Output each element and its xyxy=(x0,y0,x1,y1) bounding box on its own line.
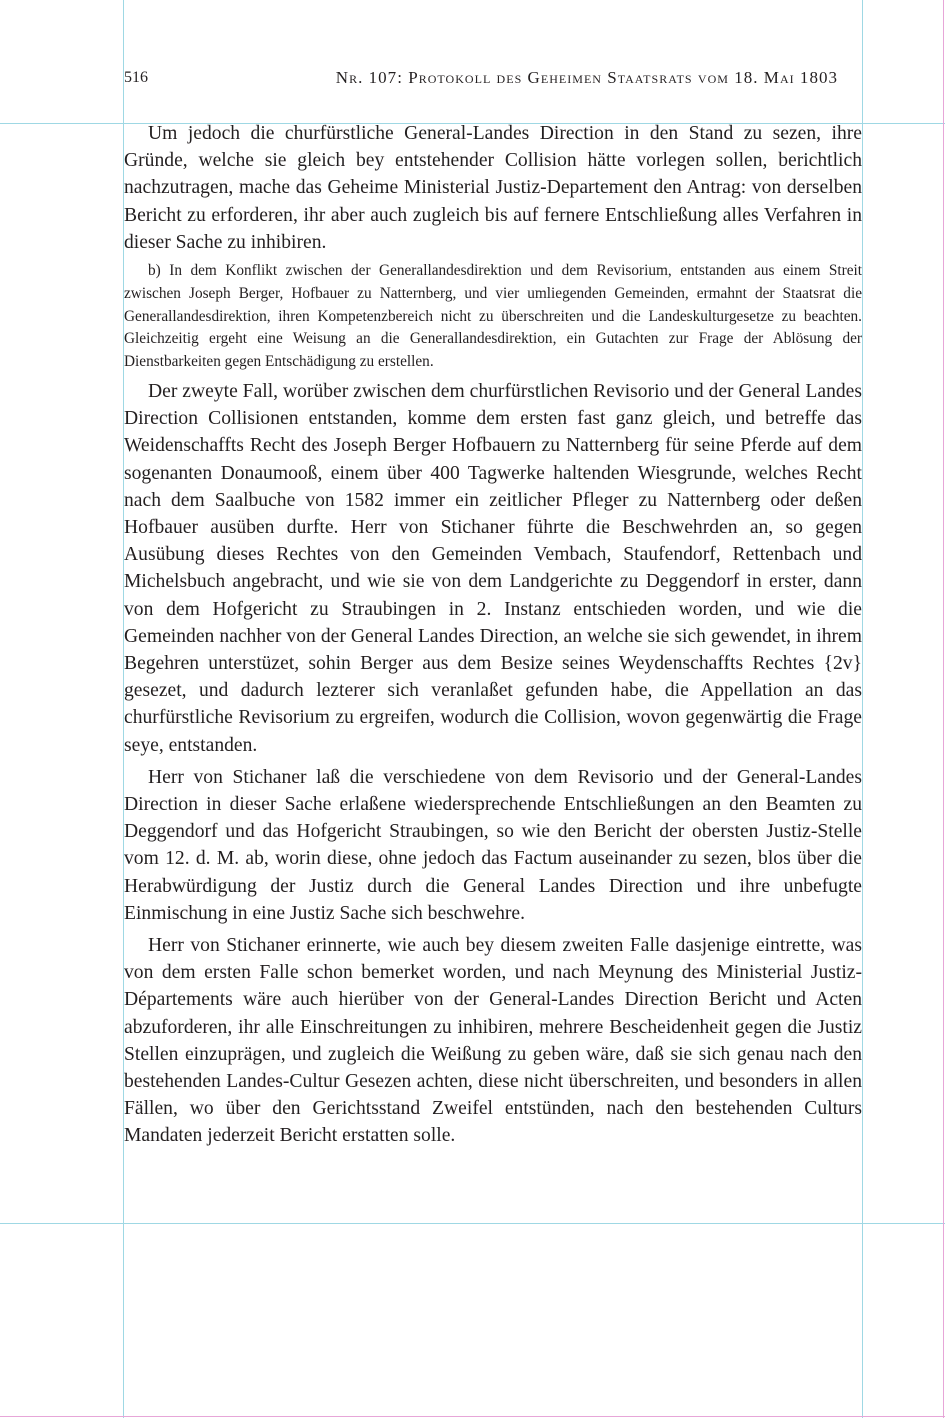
regest-note: b) In dem Konflikt zwischen der Generallandesdirektion und dem Revisorium, entstanden aus einem Streit zwischen Joseph Berger, Hofbauer zu Natternberg, und vier umliegenden Gemeinden, ermahnt der Staatsrat die Generallandesdirektion, ihren Kompetenzbereich nicht zu überschreiten und die Landeskulturgesetze zu beachten. Gleichzeitig ergeht eine Weisung an die Generallandesdirektion, ein Gutachten zur Frage der Ablösung der Dienstbarkeiten gegen Entschädigung zu erstellen. xyxy=(124,262,862,371)
paragraph-erinnerung: Herr von Stichaner erinnerte, wie auch bey diesem zweiten Falle dasjenige eintrette, was von dem ersten Falle schon bemerket worden, und nach Meynung des Ministerial Justiz-Départements wäre auch hierüber von der General-Landes Direction Bericht und Acten abzuforderen, ihr alle Einschreitungen zu inhibiren, mehrere Bescheidenheit gegen die Justiz Stellen einzuprägen, und zugleich die Weißung zu geben wäre, daß sie sich genau nach den bestehenden Landes-Cultur Gesezen achten, diese nicht überschreiten, und besonders in allen Fällen, wo über den Gerichtsstand Zweifel entstünden, nach den bestehenden Culturs Mandaten jederzeit Bericht erstatten solle. xyxy=(124,935,862,1147)
running-head-title: Nr. 107: Protokoll des Geheimen Staatsrats vom 18. Mai 1803 xyxy=(335,68,838,87)
paragraph-entschliessungen: Herr von Stichaner laß die verschiedene von dem Revisorio und der General-Landes Direction in dieser Sache erlaßene wiedersprechende Entschließungen an den Beamten zu Deggendorf und das Hofgericht Straubingen, so wie den Bericht der obersten Justiz-Stelle vom 12. d. M. ab, worin diese, ohne jedoch das Factum auseinander zu sezen, blos über die Herabwürdigung der Justiz durch die General Landes Direction und ihre unbefugte Einmischung in eine Justiz Sache sich beschwehre. xyxy=(124,766,862,924)
text-block xyxy=(124,120,862,1150)
running-head xyxy=(124,66,838,90)
trim-bottom-edge xyxy=(0,1416,945,1417)
bottom-margin-guide xyxy=(0,1223,945,1224)
right-margin-guide xyxy=(862,0,863,1418)
paragraph-antrag: Um jedoch die churfürstliche General-Landes Direction in den Stand zu sezen, ihre Gründe, welche sie gleich bey entstehender Collision hätte vorlegen sollen, berichtlich nachzutragen, mache das Geheime Ministerial Justiz-Departement den Antrag: von derselben Bericht zu erforderen, ihr aber auch zugleich bis auf fernere Entschließung alles Verfahren in dieser Sache zu inhibiren. xyxy=(124,123,862,253)
trim-right-edge xyxy=(943,0,944,1418)
page-number: 516 xyxy=(124,69,148,86)
paragraph-zweyter-fall: Der zweyte Fall, worüber zwischen dem churfürstlichen Revisorio und der General Landes Direction Collisionen entstanden, komme dem ersten fast ganz gleich, und betreffe das Weidenschaffts Recht des Joseph Berger Hofbauern zu Natternberg für seine Pferde auf dem sogenanten Donaumooß, einem über 400 Tagwerke haltenden Wiesgrunde, welches Recht nach dem Saalbuche von 1582 immer ein zeitlicher Pfleger zu Natternberg oder deßen Hofbauer ausüben durfte. Herr von Stichaner führte die Beschwehrden an, so gegen Ausübung dieses Rechtes von den Gemeinden Vembach, Staufendorf, Rettenbach und Michelsbuch angebracht, und wie sie von dem Landgerichte zu Deggendorf in erster, dann von dem Hofgericht zu Straubingen in 2. Instanz entschieden worden, und wie die Gemeinden nachher von der General Landes Direction, an welche sie sich gewendet, in ihrem Begehren unterstüzet, sohin Berger aus dem Besize seines Weydenschaffts Rechtes {2v} gesezet, und dadurch lezterer sich veranlaßet gefunden habe, die Appellation an das churfürstliche Revisorium zu ergreifen, wodurch die Collision, wovon gegenwärtig die Frage seye, entstanden. xyxy=(124,381,862,756)
